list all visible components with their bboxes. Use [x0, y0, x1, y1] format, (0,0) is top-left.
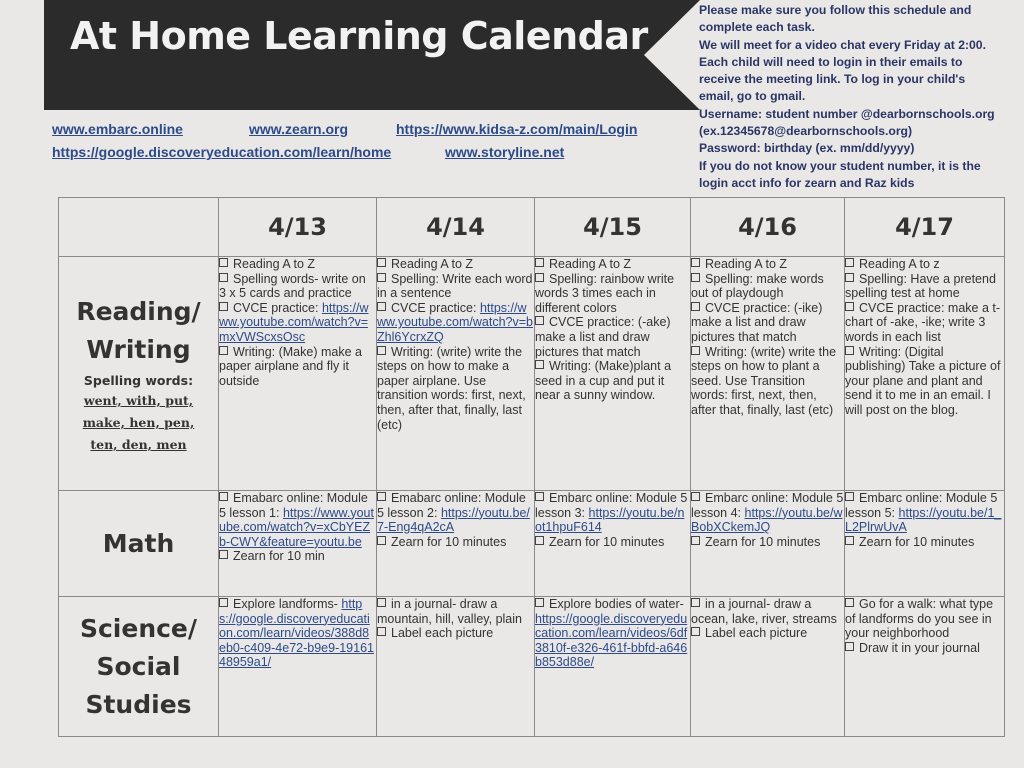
task-text: Explore landforms-: [233, 597, 338, 611]
task-link[interactable]: https://youtu.be/not1hpuF614: [535, 505, 685, 535]
checkbox-icon[interactable]: [691, 536, 700, 545]
link-kidsa-z[interactable]: https://www.kidsa-z.com/main/Login: [396, 121, 638, 137]
task-cell: [691, 257, 845, 491]
task-text: CVCE practice:: [233, 300, 319, 315]
checkbox-icon[interactable]: [219, 492, 228, 501]
task-item: [845, 345, 1004, 418]
task-text: Writing: (write) write the steps on how to plant a seed. Use Transition words: first, next, then, after that, finally, last (etc): [691, 344, 837, 417]
task-item: [377, 301, 534, 345]
task-text: Reading A to Z: [391, 257, 474, 271]
checkbox-icon[interactable]: [219, 550, 228, 559]
task-cell: [845, 491, 1005, 597]
task-cell: [535, 257, 691, 491]
checkbox-icon[interactable]: [535, 316, 544, 325]
checkbox-icon[interactable]: [219, 598, 228, 607]
note-line: email, go to gmail.: [699, 89, 806, 104]
task-text: Writing: (Digital publishing) Take a picture of your plane and plant and send it to me in an email. I will post on the blog.: [845, 344, 1001, 417]
task-item: [377, 345, 534, 433]
checkbox-icon[interactable]: [219, 302, 228, 311]
checkbox-icon[interactable]: [535, 536, 544, 545]
task-item: [219, 301, 376, 345]
task-cell: [535, 491, 691, 597]
task-link[interactable]: https://www.youtube.com/watch?v=mxVWScxsOsc: [219, 300, 369, 344]
task-item: [377, 535, 534, 550]
subject-title-line: Reading/: [76, 297, 201, 326]
task-item: [845, 301, 1004, 345]
task-cell: [377, 491, 535, 597]
checkbox-icon[interactable]: [535, 492, 544, 501]
note-line: Password: birthday (ex. mm/dd/yyyy): [699, 141, 915, 156]
task-item: [845, 257, 1004, 272]
checkbox-icon[interactable]: [377, 627, 386, 636]
task-item: [691, 257, 844, 272]
checkbox-icon[interactable]: [691, 598, 700, 607]
banner-arrow-tip: [644, 0, 700, 110]
checkbox-icon[interactable]: [377, 273, 386, 282]
task-text: Label each picture: [391, 626, 494, 641]
task-text: Embarc online: Module 5 lesson 4:: [691, 491, 844, 520]
task-link[interactable]: https://youtu.be/1_L2PlrwUvA: [845, 505, 1002, 535]
task-item: [845, 491, 1004, 535]
task-text: Emabarc online: Module 5 lesson 1:: [219, 491, 368, 520]
checkbox-icon[interactable]: [377, 492, 386, 501]
note-line: If you do not know your student number, it is the: [699, 158, 981, 173]
checkbox-icon[interactable]: [377, 536, 386, 545]
checkbox-icon[interactable]: [219, 258, 228, 267]
link-discovery-education[interactable]: https://google.discoveryeducation.com/learn/home: [52, 144, 392, 160]
subject-title-line: Science/: [79, 613, 198, 643]
task-item: [219, 491, 376, 549]
page-title: At Home Learning Calendar: [70, 14, 648, 58]
link-storyline[interactable]: www.storyline.net: [445, 144, 565, 160]
subject-title-line: Studies: [85, 689, 192, 719]
task-item: [691, 301, 844, 345]
spelling-words-line: make, hen, pen,: [82, 415, 195, 430]
task-text: Emabarc online: Module 5 lesson 2:: [377, 491, 526, 520]
task-item: [845, 272, 1004, 301]
task-text: Embarc online: Module 5 lesson 5:: [845, 491, 998, 520]
checkbox-icon[interactable]: [377, 302, 386, 311]
checkbox-icon[interactable]: [535, 273, 544, 282]
calendar-header-row: [59, 198, 1005, 257]
task-item: [691, 491, 844, 535]
task-link[interactable]: https://youtu.be/wBobXCkemJQ: [691, 505, 843, 535]
checkbox-icon[interactable]: [377, 598, 386, 607]
task-text: CVCE practice: (-ike) make a list and draw pictures that match: [691, 300, 823, 344]
note-line: Username: student number @dearbornschools.org: [699, 106, 995, 121]
subject-science-social-studies: [59, 597, 219, 737]
task-cell: [219, 257, 377, 491]
note-line: complete each task.: [699, 20, 815, 35]
task-item: [845, 641, 1004, 656]
row-math: [59, 491, 1005, 597]
task-cell: [219, 491, 377, 597]
task-text: Reading A to Z: [233, 257, 316, 271]
spelling-words-line: went, with, put,: [83, 393, 194, 408]
task-item: [535, 315, 690, 359]
checkbox-icon[interactable]: [691, 346, 700, 355]
task-text: Zearn for 10 minutes: [391, 534, 507, 549]
task-text: Reading A to Z: [549, 257, 632, 271]
day-header: 4/13: [219, 198, 377, 257]
task-text: CVCE practice:: [391, 300, 477, 315]
task-cell: [691, 491, 845, 597]
task-item: [691, 272, 844, 301]
subject-title-line: Social: [96, 651, 181, 681]
task-text: Spelling: make words out of playdough: [691, 271, 824, 301]
task-text: Spelling: Write each word in a sentence: [377, 271, 533, 301]
checkbox-icon[interactable]: [845, 346, 854, 355]
link-zearn[interactable]: www.zearn.org: [249, 121, 349, 137]
task-text: Reading A to z: [859, 257, 940, 271]
task-cell: [535, 597, 691, 737]
parent-instructions: [699, 2, 1019, 192]
task-text: Embarc online: Module 5 lesson 3:: [535, 491, 688, 520]
task-item: [535, 491, 690, 535]
day-header: 4/15: [535, 198, 691, 257]
checkbox-icon[interactable]: [691, 273, 700, 282]
checkbox-icon[interactable]: [691, 627, 700, 636]
checkbox-icon[interactable]: [377, 346, 386, 355]
note-line: Please make sure you follow this schedule and: [699, 3, 972, 17]
checkbox-icon[interactable]: [691, 492, 700, 501]
checkbox-icon[interactable]: [219, 273, 228, 282]
checkbox-icon[interactable]: [691, 302, 700, 311]
spelling-words-label: Spelling words:: [83, 373, 194, 388]
checkbox-icon[interactable]: [691, 258, 700, 267]
task-text: Reading A to Z: [705, 257, 788, 271]
task-text: in a journal- draw a mountain, hill, valley, plain: [377, 597, 522, 626]
task-item: [377, 597, 534, 626]
task-item: [219, 597, 376, 670]
task-link[interactable]: https://www.youtube.com/watch?v=bZhl6YcrxZQ: [377, 300, 533, 344]
task-cell: [845, 257, 1005, 491]
task-text: Label each picture: [705, 626, 808, 641]
subject-reading-writing: [59, 257, 219, 491]
spelling-words-line: ten, den, men: [90, 437, 187, 452]
task-item: [219, 272, 376, 301]
checkbox-icon[interactable]: [535, 598, 544, 607]
task-text: Spelling: rainbow write words 3 times each in different colors: [535, 271, 675, 315]
subject-math: [59, 491, 219, 597]
task-text: Spelling words- write on 3 x 5 cards and practice: [219, 271, 366, 301]
note-line: We will meet for a video chat every Friday at 2:00.: [699, 37, 986, 52]
task-cell: [219, 597, 377, 737]
task-cell: [377, 257, 535, 491]
task-text: Zearn for 10 minutes: [705, 534, 821, 549]
task-item: [535, 272, 690, 316]
task-item: [691, 345, 844, 418]
note-line: login acct info for zearn and Raz kids: [699, 175, 915, 190]
task-item: [219, 257, 376, 272]
task-text: Zearn for 10 minutes: [549, 534, 665, 549]
task-item: [377, 626, 534, 641]
task-item: [535, 257, 690, 272]
checkbox-icon[interactable]: [219, 346, 228, 355]
checkbox-icon[interactable]: [845, 492, 854, 501]
task-text: Go for a walk: what type of landforms do you see in your neighborhood: [845, 597, 994, 641]
task-text: Draw it in your journal: [859, 640, 980, 655]
note-line: Each child will need to login in their emails to: [699, 54, 963, 69]
calendar-table: [58, 197, 1005, 737]
checkbox-icon[interactable]: [845, 273, 854, 282]
checkbox-icon[interactable]: [845, 536, 854, 545]
task-text: Zearn for 10 min: [233, 549, 325, 564]
task-item: [535, 535, 690, 550]
task-text: Writing: (write) write the steps on how to make a paper airplane. Use transition words: first, next, then, after that, finally, last (etc): [377, 344, 526, 432]
day-header: 4/16: [691, 198, 845, 257]
task-item: [691, 535, 844, 550]
day-header: 4/14: [377, 198, 535, 257]
task-link[interactable]: https://google.discoveryeducation.com/learn/videos/388d8eb0-c409-4e72-b9e9-1916148959a1/: [219, 597, 374, 670]
checkbox-icon[interactable]: [845, 258, 854, 267]
task-text: Spelling: Have a pretend spelling test at home: [845, 271, 996, 301]
checkbox-icon[interactable]: [377, 258, 386, 267]
task-text: CVCE practice: make a t-chart of -ake, -ike; write 3 words in each list: [845, 300, 1001, 344]
task-text: Explore bodies of water-: [549, 597, 684, 611]
row-reading-writing: [59, 257, 1005, 491]
task-item: [691, 626, 844, 641]
task-item: [845, 535, 1004, 550]
task-item: [377, 491, 534, 535]
link-embarc[interactable]: www.embarc.online: [52, 121, 183, 137]
checkbox-icon[interactable]: [845, 302, 854, 311]
checkbox-icon[interactable]: [535, 258, 544, 267]
task-text: Writing: (Make) make a paper airplane and fly it outside: [219, 344, 362, 388]
task-text: Zearn for 10 minutes: [859, 534, 975, 549]
task-item: [845, 597, 1004, 641]
subject-title-line: Writing: [86, 335, 191, 364]
task-item: [691, 597, 844, 626]
task-item: [535, 597, 690, 670]
subject-title-line: Math: [102, 528, 175, 558]
task-text: in a journal- draw a ocean, lake, river, streams: [691, 597, 837, 626]
checkbox-icon[interactable]: [845, 642, 854, 651]
row-science-social-studies: [59, 597, 1005, 737]
task-item: [219, 549, 376, 564]
task-item: [377, 257, 534, 272]
task-text: Writing: (Make)plant a seed in a cup and put it near a sunny window.: [535, 359, 672, 403]
task-item: [377, 272, 534, 301]
corner-cell: [59, 198, 219, 257]
task-link[interactable]: https://www.youtube.com/watch?v=xCbYEZb-CWY&feature=youtu.be: [219, 505, 374, 549]
note-line: (ex.12345678@dearbornschools.org): [699, 124, 913, 139]
checkbox-icon[interactable]: [845, 598, 854, 607]
task-item: [219, 345, 376, 389]
note-line: receive the meeting link. To log in your child's: [699, 72, 966, 87]
task-cell: [691, 597, 845, 737]
task-text: CVCE practice: (-ake) make a list and draw pictures that match: [535, 315, 671, 359]
task-cell: [377, 597, 535, 737]
day-header: 4/17: [845, 198, 1005, 257]
task-link[interactable]: https://youtu.be/7-Eng4qA2cA: [377, 505, 530, 535]
task-link[interactable]: https://google.discoveryeducation.com/learn/videos/6df3810f-e326-461f-bbfd-a646b853d88e/: [535, 611, 688, 670]
task-cell: [845, 597, 1005, 737]
task-item: [535, 359, 690, 403]
checkbox-icon[interactable]: [535, 360, 544, 369]
